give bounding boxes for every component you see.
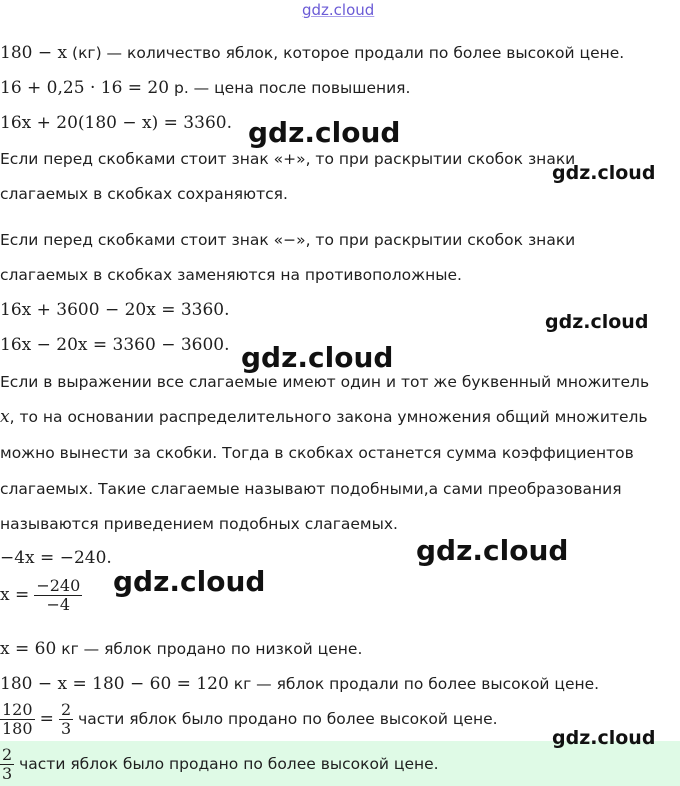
denominator: −4 <box>46 595 71 614</box>
math-equation: −4x = −240. <box>0 548 112 568</box>
math-equation: 16x + 20(180 − x) = 3360. <box>0 113 232 133</box>
rule-text-line: называются приведением подобных слагаемых. <box>0 515 398 533</box>
answer-text: части яблок было продано по более высокой цене. <box>14 755 439 773</box>
line-11 <box>0 407 648 427</box>
text: , то на основании распределительного закона умножения общий множитель <box>9 408 648 426</box>
rule-text-line: слагаемых. Такие слагаемые называют подобными,а сами преобразования <box>0 480 622 498</box>
math-equation: 16x + 3600 − 20x = 3360. <box>0 300 230 320</box>
numerator: 2 <box>60 700 72 719</box>
rule-text-line: можно вынести за скобки. Тогда в скобках останется сумма коэффициентов <box>0 444 634 462</box>
rule-text-line: Если перед скобками стоит знак «−», то при раскрытии скобок знаки <box>0 231 576 249</box>
text: кг — яблок продали по более высокой цене. <box>228 675 600 693</box>
watermark: gdz.cloud <box>241 341 394 374</box>
fraction <box>59 701 73 738</box>
fraction <box>34 577 82 614</box>
denominator: 3 <box>60 719 72 738</box>
line-19 <box>0 699 498 739</box>
variable: x <box>0 407 10 427</box>
line-8 <box>0 300 230 320</box>
watermark: gdz.cloud <box>552 162 656 184</box>
watermark: gdz.cloud <box>113 565 266 598</box>
rule-text-line: Если перед скобками стоит знак «+», то при раскрытии скобок знаки <box>0 150 576 168</box>
fraction <box>0 746 14 783</box>
watermark: gdz.cloud <box>248 116 401 149</box>
fraction <box>0 701 35 738</box>
rule-text-line: слагаемых в скобках заменяются на противоположные. <box>0 266 462 284</box>
math-expression: 180 − x <box>0 43 68 63</box>
line-15 <box>0 548 112 568</box>
line-16 <box>0 575 82 615</box>
answer-line <box>0 744 439 784</box>
numerator: 2 <box>2 745 13 764</box>
math-expression: 16 + 0,25 · 16 = 20 <box>0 78 170 98</box>
watermark-top: gdz.cloud <box>302 1 375 19</box>
watermark: gdz.cloud <box>416 534 569 567</box>
denominator: 180 <box>2 719 33 738</box>
line-9 <box>0 335 230 355</box>
text: (кг) — количество яблок, которое продали по более высокой цене. <box>67 44 625 62</box>
text: кг — яблок продано по низкой цене. <box>56 640 363 658</box>
rule-text-line: Если в выражении все слагаемые имеют один и тот же буквенный множитель <box>0 373 650 391</box>
math-expression: x = 60 <box>0 639 57 659</box>
rule-text-line: слагаемых в скобках сохраняются. <box>0 185 288 203</box>
numerator: 120 <box>2 700 33 719</box>
text: р. — цена после повышения. <box>169 79 411 97</box>
equals-sign: = <box>39 709 54 729</box>
math-expression: 180 − x = 180 − 60 = 120 <box>0 674 229 694</box>
line-17 <box>0 639 362 659</box>
math-lhs: x = <box>0 585 30 605</box>
line-3 <box>0 113 232 133</box>
numerator: −240 <box>36 576 81 595</box>
line-18 <box>0 674 599 694</box>
denominator: 3 <box>2 764 13 783</box>
math-equation: 16x − 20x = 3360 − 3600. <box>0 335 230 355</box>
line-2 <box>0 78 410 98</box>
watermark: gdz.cloud <box>552 727 656 749</box>
text: части яблок было продано по более высокой цене. <box>73 710 498 728</box>
line-1 <box>0 43 624 63</box>
watermark: gdz.cloud <box>545 311 649 333</box>
